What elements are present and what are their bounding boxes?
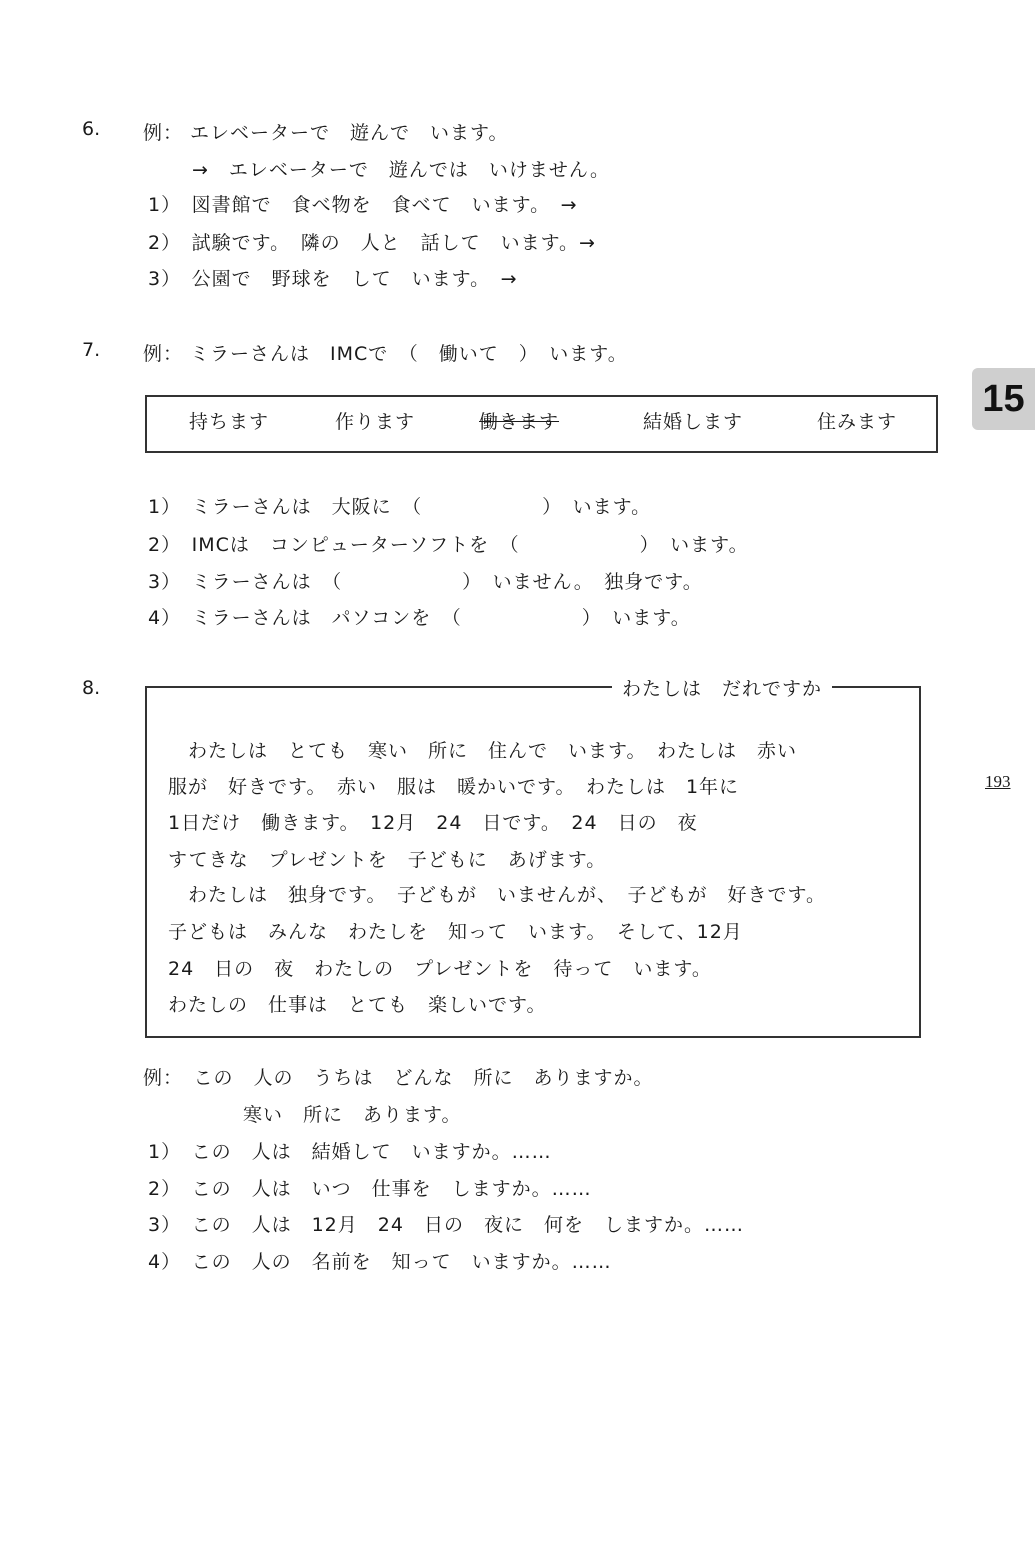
chapter-tab: 15 xyxy=(972,368,1035,430)
exercise-8-number: 8. xyxy=(82,677,101,699)
exercise-8-example: 例： この 人の うちは どんな 所に ありますか。 xyxy=(143,1067,654,1089)
story-line: わたしは とても 寒い 所に 住んで います。 わたしは 赤い xyxy=(168,740,797,762)
exercise-8-item-4: 4） この 人の 名前を 知って いますか。…… xyxy=(148,1251,612,1273)
word-choice-box xyxy=(145,395,938,453)
story-line: 24 日の 夜 わたしの プレゼントを 待って います。 xyxy=(168,958,712,980)
exercise-8-item-2: 2） この 人は いつ 仕事を しますか。…… xyxy=(148,1178,592,1200)
story-line: 服が 好きです。 赤い 服は 暖かいです。 わたしは 1年に xyxy=(168,776,740,798)
exercise-7-example: 例： ミラーさんは IMCで （ 働いて ） います。 xyxy=(143,343,628,365)
exercise-6-example: 例： エレベーターで 遊んで います。 xyxy=(143,122,509,144)
story-line: わたしの 仕事は とても 楽しいです。 xyxy=(168,994,547,1016)
word-choice: 住みます xyxy=(817,411,898,433)
exercise-8-item-3: 3） この 人は 12月 24 日の 夜に 何を しますか。…… xyxy=(148,1214,744,1236)
exercise-7-item-3: 3） ミラーさんは （ ） いません。 独身です。 xyxy=(148,571,703,593)
word-choice-used: 働きます xyxy=(479,411,560,433)
exercise-8-item-1: 1） この 人は 結婚して いますか。…… xyxy=(148,1141,552,1163)
exercise-6-item-3: 3） 公園で 野球を して います。 → xyxy=(148,268,518,290)
exercise-6-item-2: 2） 試験です。 隣の 人と 話して います。→ xyxy=(148,232,596,254)
story-box-title: わたしは だれですか xyxy=(612,674,832,701)
story-line: 子どもは みんな わたしを 知って います。 そして、12月 xyxy=(168,921,743,943)
word-choice: 持ちます xyxy=(189,411,270,433)
story-line: 1日だけ 働きます。 12月 24 日です。 24 日の 夜 xyxy=(168,812,698,834)
story-line: すてきな プレゼントを 子どもに あげます。 xyxy=(168,849,607,871)
word-choice: 結婚します xyxy=(643,411,744,433)
exercise-7-number: 7. xyxy=(82,339,101,361)
exercise-8-example-answer: 寒い 所に あります。 xyxy=(243,1104,462,1126)
exercise-6-number: 6. xyxy=(82,118,101,140)
page-number: 193 xyxy=(985,772,1011,791)
story-line: わたしは 独身です。 子どもが いませんが、 子どもが 好きです。 xyxy=(168,884,826,906)
exercise-6-item-1: 1） 図書館で 食べ物を 食べて います。 → xyxy=(148,194,578,216)
word-choice: 作ります xyxy=(335,411,416,433)
exercise-7-item-2: 2） IMCは コンピューターソフトを （ ） います。 xyxy=(148,534,749,556)
exercise-7-item-1: 1） ミラーさんは 大阪に （ ） います。 xyxy=(148,496,652,518)
exercise-7-item-4: 4） ミラーさんは パソコンを （ ） います。 xyxy=(148,607,691,629)
exercise-6-example-answer: → エレベーターで 遊んでは いけません。 xyxy=(192,159,611,181)
